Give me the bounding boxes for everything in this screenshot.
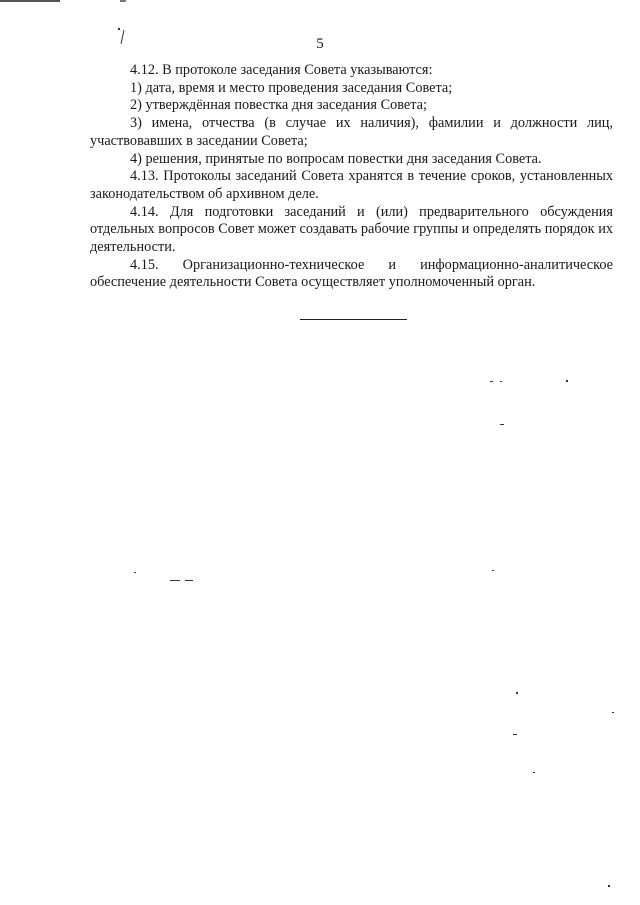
list-item-4: 4) решения, принятые по вопросам повестки дня заседания Совета.: [130, 150, 542, 167]
list-item-1: 1) дата, время и место проведения заседания Совета;: [130, 79, 453, 96]
list-item-3: 3) имена, отчества (в случае их наличия), фамилии и должности лиц, участвовавших в заседании Совета;: [90, 115, 613, 149]
scan-speck: [500, 424, 504, 425]
scan-speck: [533, 772, 535, 773]
closing-separator-line: [300, 319, 407, 320]
scan-speck: [612, 712, 614, 713]
scan-speck: [608, 885, 610, 887]
scan-speck: [134, 572, 136, 573]
paragraph-4-15: 4.15. Организационно-техническое и информационно-аналитическое обеспечение деятельности Совета осуществляет уполномоченный орган.: [90, 256, 613, 291]
paragraph-4-14: 4.14. Для подготовки заседаний и (или) предварительного обсуждения отдельных вопросов Совет может создавать рабочие группы и определять порядок их деятельности.: [90, 203, 613, 256]
page-number: 5: [316, 36, 324, 52]
scan-speck: [500, 381, 502, 382]
paragraph-4-13: 4.13. Протоколы заседаний Совета хранятся в течение сроков, установленных законодательством об архивном деле.: [90, 168, 613, 202]
scan-edge-mark: [0, 0, 640, 2]
scan-speck: [118, 28, 120, 30]
paragraph-4-12: 4.12. В протоколе заседания Совета указываются:: [130, 62, 433, 78]
scan-speck: [566, 380, 568, 382]
scan-speck: [185, 580, 193, 581]
scan-speck: [492, 570, 494, 571]
scan-speck: [516, 692, 518, 694]
scan-speck: [490, 381, 493, 382]
list-item-2: 2) утверждённая повестка дня заседания Совета;: [130, 97, 428, 114]
document-body: [90, 62, 613, 292]
scan-speck: [170, 580, 180, 581]
scan-speck: [513, 734, 517, 735]
